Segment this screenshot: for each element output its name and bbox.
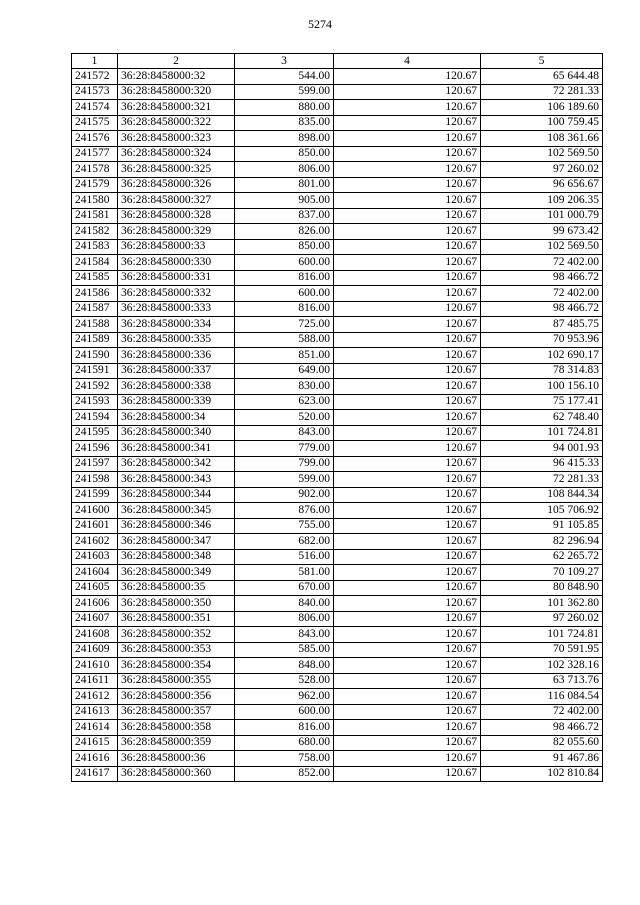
cost-cell: 101 362.80 xyxy=(481,596,603,612)
rate-cell: 120.67 xyxy=(334,503,481,519)
table-row xyxy=(72,425,603,441)
rate-cell: 120.67 xyxy=(334,766,481,782)
record-number-cell: 241611 xyxy=(72,673,118,689)
cadastral-number-cell: 36:28:8458000:349 xyxy=(118,565,235,581)
record-number-cell: 241578 xyxy=(72,162,118,178)
cost-cell: 116 084.54 xyxy=(481,689,603,705)
cost-cell: 70 953.96 xyxy=(481,332,603,348)
area-cell: 581.00 xyxy=(235,565,334,581)
area-cell: 843.00 xyxy=(235,425,334,441)
rate-cell: 120.67 xyxy=(334,100,481,116)
area-cell: 876.00 xyxy=(235,503,334,519)
record-number-cell: 241576 xyxy=(72,131,118,147)
area-cell: 826.00 xyxy=(235,224,334,240)
area-cell: 649.00 xyxy=(235,363,334,379)
cost-cell: 78 314.83 xyxy=(481,363,603,379)
record-number-cell: 241616 xyxy=(72,751,118,767)
rate-cell: 120.67 xyxy=(334,456,481,472)
rate-cell: 120.67 xyxy=(334,115,481,131)
cost-cell: 91 105.85 xyxy=(481,518,603,534)
cadastral-number-cell: 36:28:8458000:346 xyxy=(118,518,235,534)
page-number: 5274 xyxy=(308,17,332,31)
table-row xyxy=(72,751,603,767)
cadastral-number-cell: 36:28:8458000:335 xyxy=(118,332,235,348)
cost-cell: 98 466.72 xyxy=(481,720,603,736)
rate-cell: 120.67 xyxy=(334,332,481,348)
table-row xyxy=(72,503,603,519)
cost-cell: 98 466.72 xyxy=(481,301,603,317)
cadastral-number-cell: 36:28:8458000:357 xyxy=(118,704,235,720)
area-cell: 902.00 xyxy=(235,487,334,503)
table-row xyxy=(72,379,603,395)
rate-cell: 120.67 xyxy=(334,720,481,736)
cost-cell: 72 281.33 xyxy=(481,84,603,100)
table-row xyxy=(72,410,603,426)
table-header-row xyxy=(72,54,603,69)
record-number-cell: 241612 xyxy=(72,689,118,705)
record-number-cell: 241595 xyxy=(72,425,118,441)
area-cell: 816.00 xyxy=(235,301,334,317)
table-row xyxy=(72,596,603,612)
rate-cell: 120.67 xyxy=(334,69,481,85)
table-row xyxy=(72,394,603,410)
record-number-cell: 241587 xyxy=(72,301,118,317)
rate-cell: 120.67 xyxy=(334,580,481,596)
rate-cell: 120.67 xyxy=(334,549,481,565)
table-row xyxy=(72,673,603,689)
area-cell: 806.00 xyxy=(235,611,334,627)
area-cell: 528.00 xyxy=(235,673,334,689)
area-cell: 599.00 xyxy=(235,84,334,100)
table-row xyxy=(72,208,603,224)
rate-cell: 120.67 xyxy=(334,441,481,457)
rate-cell: 120.67 xyxy=(334,735,481,751)
cost-cell: 96 656.67 xyxy=(481,177,603,193)
table-row xyxy=(72,704,603,720)
cost-cell: 99 673.42 xyxy=(481,224,603,240)
rate-cell: 120.67 xyxy=(334,270,481,286)
area-cell: 799.00 xyxy=(235,456,334,472)
table-row xyxy=(72,146,603,162)
record-number-cell: 241607 xyxy=(72,611,118,627)
cost-cell: 62 748.40 xyxy=(481,410,603,426)
area-cell: 851.00 xyxy=(235,348,334,364)
cost-cell: 102 328.16 xyxy=(481,658,603,674)
cadastral-number-cell: 36:28:8458000:321 xyxy=(118,100,235,116)
cadastral-number-cell: 36:28:8458000:330 xyxy=(118,255,235,271)
cadastral-number-cell: 36:28:8458000:359 xyxy=(118,735,235,751)
area-cell: 725.00 xyxy=(235,317,334,333)
record-number-cell: 241601 xyxy=(72,518,118,534)
cost-cell: 101 724.81 xyxy=(481,425,603,441)
column-header-1: 1 xyxy=(72,54,118,69)
cadastral-number-cell: 36:28:8458000:35 xyxy=(118,580,235,596)
rate-cell: 120.67 xyxy=(334,286,481,302)
rate-cell: 120.67 xyxy=(334,363,481,379)
record-number-cell: 241573 xyxy=(72,84,118,100)
cost-cell: 102 810.84 xyxy=(481,766,603,782)
record-number-cell: 241596 xyxy=(72,441,118,457)
area-cell: 623.00 xyxy=(235,394,334,410)
cost-cell: 72 402.00 xyxy=(481,704,603,720)
cadastral-number-cell: 36:28:8458000:350 xyxy=(118,596,235,612)
cadastral-number-cell: 36:28:8458000:358 xyxy=(118,720,235,736)
cadastral-number-cell: 36:28:8458000:323 xyxy=(118,131,235,147)
record-number-cell: 241575 xyxy=(72,115,118,131)
rate-cell: 120.67 xyxy=(334,751,481,767)
table-row xyxy=(72,239,603,255)
area-cell: 516.00 xyxy=(235,549,334,565)
record-number-cell: 241602 xyxy=(72,534,118,550)
table-row xyxy=(72,193,603,209)
cadastral-number-cell: 36:28:8458000:328 xyxy=(118,208,235,224)
record-number-cell: 241589 xyxy=(72,332,118,348)
record-number-cell: 241585 xyxy=(72,270,118,286)
record-number-cell: 241586 xyxy=(72,286,118,302)
record-number-cell: 241580 xyxy=(72,193,118,209)
cost-cell: 105 706.92 xyxy=(481,503,603,519)
cost-cell: 108 361.66 xyxy=(481,131,603,147)
column-header-2: 2 xyxy=(118,54,235,69)
table-row xyxy=(72,131,603,147)
table-row xyxy=(72,363,603,379)
rate-cell: 120.67 xyxy=(334,425,481,441)
record-number-cell: 241583 xyxy=(72,239,118,255)
cadastral-number-cell: 36:28:8458000:333 xyxy=(118,301,235,317)
cadastral-number-cell: 36:28:8458000:355 xyxy=(118,673,235,689)
area-cell: 599.00 xyxy=(235,472,334,488)
record-number-cell: 241594 xyxy=(72,410,118,426)
rate-cell: 120.67 xyxy=(334,658,481,674)
record-number-cell: 241604 xyxy=(72,565,118,581)
table-row xyxy=(72,441,603,457)
cost-cell: 80 848.90 xyxy=(481,580,603,596)
area-cell: 600.00 xyxy=(235,286,334,302)
table-row xyxy=(72,611,603,627)
cadastral-number-cell: 36:28:8458000:341 xyxy=(118,441,235,457)
cost-cell: 72 402.00 xyxy=(481,255,603,271)
rate-cell: 120.67 xyxy=(334,627,481,643)
table-row xyxy=(72,100,603,116)
record-number-cell: 241582 xyxy=(72,224,118,240)
cadastral-number-cell: 36:28:8458000:340 xyxy=(118,425,235,441)
registry-table xyxy=(71,53,603,782)
record-number-cell: 241597 xyxy=(72,456,118,472)
record-number-cell: 241598 xyxy=(72,472,118,488)
rate-cell: 120.67 xyxy=(334,162,481,178)
table-row xyxy=(72,472,603,488)
cost-cell: 72 281.33 xyxy=(481,472,603,488)
cost-cell: 65 644.48 xyxy=(481,69,603,85)
table-row xyxy=(72,255,603,271)
table-row xyxy=(72,456,603,472)
area-cell: 544.00 xyxy=(235,69,334,85)
rate-cell: 120.67 xyxy=(334,255,481,271)
record-number-cell: 241614 xyxy=(72,720,118,736)
cadastral-number-cell: 36:28:8458000:329 xyxy=(118,224,235,240)
table-row xyxy=(72,177,603,193)
area-cell: 600.00 xyxy=(235,255,334,271)
table-row xyxy=(72,332,603,348)
cost-cell: 100 759.45 xyxy=(481,115,603,131)
cost-cell: 106 189.60 xyxy=(481,100,603,116)
cost-cell: 62 265.72 xyxy=(481,549,603,565)
cadastral-number-cell: 36:28:8458000:352 xyxy=(118,627,235,643)
rate-cell: 120.67 xyxy=(334,348,481,364)
table-row xyxy=(72,549,603,565)
area-cell: 843.00 xyxy=(235,627,334,643)
record-number-cell: 241577 xyxy=(72,146,118,162)
cadastral-number-cell: 36:28:8458000:33 xyxy=(118,239,235,255)
rate-cell: 120.67 xyxy=(334,131,481,147)
table-row xyxy=(72,348,603,364)
area-cell: 755.00 xyxy=(235,518,334,534)
cadastral-number-cell: 36:28:8458000:353 xyxy=(118,642,235,658)
cadastral-number-cell: 36:28:8458000:356 xyxy=(118,689,235,705)
cost-cell: 100 156.10 xyxy=(481,379,603,395)
area-cell: 806.00 xyxy=(235,162,334,178)
table-row xyxy=(72,115,603,131)
cadastral-number-cell: 36:28:8458000:334 xyxy=(118,317,235,333)
cost-cell: 75 177.41 xyxy=(481,394,603,410)
table-row xyxy=(72,766,603,782)
rate-cell: 120.67 xyxy=(334,84,481,100)
record-number-cell: 241591 xyxy=(72,363,118,379)
area-cell: 520.00 xyxy=(235,410,334,426)
column-header-5: 5 xyxy=(481,54,603,69)
table-row xyxy=(72,580,603,596)
column-header-3: 3 xyxy=(235,54,334,69)
record-number-cell: 241609 xyxy=(72,642,118,658)
record-number-cell: 241574 xyxy=(72,100,118,116)
cadastral-number-cell: 36:28:8458000:332 xyxy=(118,286,235,302)
cadastral-number-cell: 36:28:8458000:326 xyxy=(118,177,235,193)
cadastral-number-cell: 36:28:8458000:331 xyxy=(118,270,235,286)
area-cell: 837.00 xyxy=(235,208,334,224)
table-row xyxy=(72,534,603,550)
rate-cell: 120.67 xyxy=(334,301,481,317)
table-row xyxy=(72,658,603,674)
rate-cell: 120.67 xyxy=(334,689,481,705)
area-cell: 905.00 xyxy=(235,193,334,209)
rate-cell: 120.67 xyxy=(334,565,481,581)
area-cell: 680.00 xyxy=(235,735,334,751)
table-row xyxy=(72,69,603,85)
area-cell: 816.00 xyxy=(235,720,334,736)
area-cell: 588.00 xyxy=(235,332,334,348)
rate-cell: 120.67 xyxy=(334,596,481,612)
rate-cell: 120.67 xyxy=(334,472,481,488)
cadastral-number-cell: 36:28:8458000:354 xyxy=(118,658,235,674)
cost-cell: 96 415.33 xyxy=(481,456,603,472)
area-cell: 852.00 xyxy=(235,766,334,782)
cadastral-number-cell: 36:28:8458000:345 xyxy=(118,503,235,519)
cadastral-number-cell: 36:28:8458000:338 xyxy=(118,379,235,395)
area-cell: 830.00 xyxy=(235,379,334,395)
cost-cell: 70 109.27 xyxy=(481,565,603,581)
area-cell: 962.00 xyxy=(235,689,334,705)
rate-cell: 120.67 xyxy=(334,487,481,503)
cost-cell: 108 844.34 xyxy=(481,487,603,503)
rate-cell: 120.67 xyxy=(334,642,481,658)
registry-table-body xyxy=(72,54,603,782)
record-number-cell: 241617 xyxy=(72,766,118,782)
table-row xyxy=(72,84,603,100)
area-cell: 585.00 xyxy=(235,642,334,658)
cost-cell: 94 001.93 xyxy=(481,441,603,457)
area-cell: 880.00 xyxy=(235,100,334,116)
area-cell: 779.00 xyxy=(235,441,334,457)
table-row xyxy=(72,642,603,658)
rate-cell: 120.67 xyxy=(334,704,481,720)
record-number-cell: 241605 xyxy=(72,580,118,596)
area-cell: 816.00 xyxy=(235,270,334,286)
cost-cell: 70 591.95 xyxy=(481,642,603,658)
table-row xyxy=(72,286,603,302)
cadastral-number-cell: 36:28:8458000:327 xyxy=(118,193,235,209)
cost-cell: 109 206.35 xyxy=(481,193,603,209)
record-number-cell: 241584 xyxy=(72,255,118,271)
cadastral-number-cell: 36:28:8458000:322 xyxy=(118,115,235,131)
cost-cell: 91 467.86 xyxy=(481,751,603,767)
cost-cell: 101 000.79 xyxy=(481,208,603,224)
record-number-cell: 241572 xyxy=(72,69,118,85)
rate-cell: 120.67 xyxy=(334,673,481,689)
cost-cell: 72 402.00 xyxy=(481,286,603,302)
area-cell: 600.00 xyxy=(235,704,334,720)
rate-cell: 120.67 xyxy=(334,224,481,240)
cost-cell: 97 260.02 xyxy=(481,162,603,178)
area-cell: 835.00 xyxy=(235,115,334,131)
cadastral-number-cell: 36:28:8458000:348 xyxy=(118,549,235,565)
cost-cell: 101 724.81 xyxy=(481,627,603,643)
table-row xyxy=(72,720,603,736)
record-number-cell: 241593 xyxy=(72,394,118,410)
rate-cell: 120.67 xyxy=(334,239,481,255)
rate-cell: 120.67 xyxy=(334,193,481,209)
area-cell: 898.00 xyxy=(235,131,334,147)
cost-cell: 102 690.17 xyxy=(481,348,603,364)
area-cell: 682.00 xyxy=(235,534,334,550)
table-row xyxy=(72,301,603,317)
record-number-cell: 241590 xyxy=(72,348,118,364)
record-number-cell: 241599 xyxy=(72,487,118,503)
cadastral-number-cell: 36:28:8458000:34 xyxy=(118,410,235,426)
record-number-cell: 241579 xyxy=(72,177,118,193)
area-cell: 850.00 xyxy=(235,239,334,255)
cost-cell: 102 569.50 xyxy=(481,239,603,255)
cadastral-number-cell: 36:28:8458000:324 xyxy=(118,146,235,162)
cadastral-number-cell: 36:28:8458000:325 xyxy=(118,162,235,178)
table-row xyxy=(72,627,603,643)
record-number-cell: 241608 xyxy=(72,627,118,643)
cost-cell: 102 569.50 xyxy=(481,146,603,162)
record-number-cell: 241606 xyxy=(72,596,118,612)
cadastral-number-cell: 36:28:8458000:344 xyxy=(118,487,235,503)
table-row xyxy=(72,518,603,534)
area-cell: 850.00 xyxy=(235,146,334,162)
rate-cell: 120.67 xyxy=(334,317,481,333)
record-number-cell: 241581 xyxy=(72,208,118,224)
cost-cell: 98 466.72 xyxy=(481,270,603,286)
area-cell: 848.00 xyxy=(235,658,334,674)
table-row xyxy=(72,224,603,240)
record-number-cell: 241600 xyxy=(72,503,118,519)
area-cell: 758.00 xyxy=(235,751,334,767)
rate-cell: 120.67 xyxy=(334,146,481,162)
cadastral-number-cell: 36:28:8458000:343 xyxy=(118,472,235,488)
table-row xyxy=(72,317,603,333)
column-header-4: 4 xyxy=(334,54,481,69)
rate-cell: 120.67 xyxy=(334,394,481,410)
rate-cell: 120.67 xyxy=(334,379,481,395)
cadastral-number-cell: 36:28:8458000:36 xyxy=(118,751,235,767)
record-number-cell: 241610 xyxy=(72,658,118,674)
record-number-cell: 241592 xyxy=(72,379,118,395)
cadastral-number-cell: 36:28:8458000:336 xyxy=(118,348,235,364)
cadastral-number-cell: 36:28:8458000:360 xyxy=(118,766,235,782)
cadastral-number-cell: 36:28:8458000:337 xyxy=(118,363,235,379)
rate-cell: 120.67 xyxy=(334,177,481,193)
rate-cell: 120.67 xyxy=(334,534,481,550)
cadastral-number-cell: 36:28:8458000:320 xyxy=(118,84,235,100)
cadastral-number-cell: 36:28:8458000:351 xyxy=(118,611,235,627)
table-row xyxy=(72,487,603,503)
rate-cell: 120.67 xyxy=(334,518,481,534)
cost-cell: 97 260.02 xyxy=(481,611,603,627)
cadastral-number-cell: 36:28:8458000:32 xyxy=(118,69,235,85)
table-row xyxy=(72,735,603,751)
rate-cell: 120.67 xyxy=(334,208,481,224)
table-row xyxy=(72,162,603,178)
cost-cell: 63 713.76 xyxy=(481,673,603,689)
record-number-cell: 241588 xyxy=(72,317,118,333)
cost-cell: 82 296.94 xyxy=(481,534,603,550)
cost-cell: 87 485.75 xyxy=(481,317,603,333)
rate-cell: 120.67 xyxy=(334,410,481,426)
cadastral-number-cell: 36:28:8458000:347 xyxy=(118,534,235,550)
cost-cell: 82 055.60 xyxy=(481,735,603,751)
record-number-cell: 241613 xyxy=(72,704,118,720)
area-cell: 840.00 xyxy=(235,596,334,612)
table-row xyxy=(72,270,603,286)
record-number-cell: 241603 xyxy=(72,549,118,565)
record-number-cell: 241615 xyxy=(72,735,118,751)
area-cell: 801.00 xyxy=(235,177,334,193)
rate-cell: 120.67 xyxy=(334,611,481,627)
table-row xyxy=(72,565,603,581)
cadastral-number-cell: 36:28:8458000:342 xyxy=(118,456,235,472)
table-row xyxy=(72,689,603,705)
area-cell: 670.00 xyxy=(235,580,334,596)
cadastral-number-cell: 36:28:8458000:339 xyxy=(118,394,235,410)
